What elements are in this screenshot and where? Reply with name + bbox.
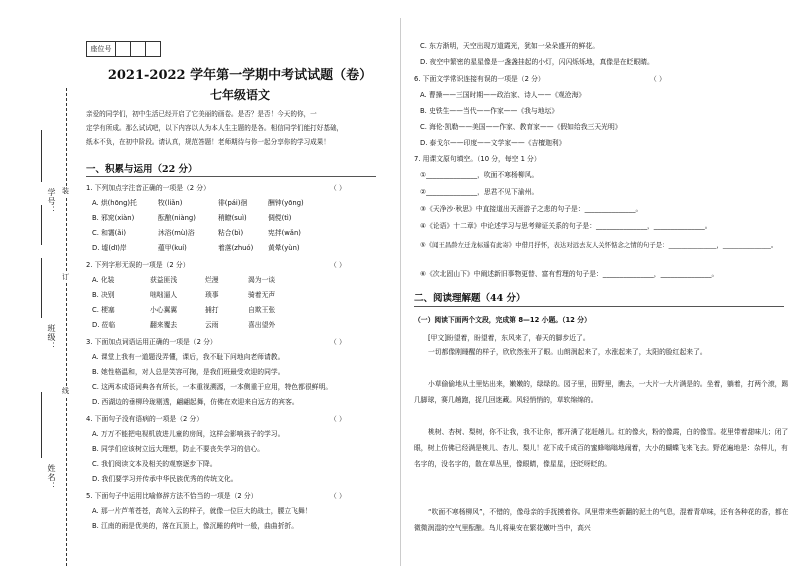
option-word: 获益匪浅: [150, 276, 178, 284]
answer-paren[interactable]: （ ）: [330, 492, 346, 500]
fill-blank-line[interactable]: ①_______________，吹面不寒杨柳风。: [420, 171, 539, 179]
option-c: C. 东方渐明，天空出现万道霞光，犹如一朵朵盛开的鲜花。: [420, 42, 599, 50]
option-a: A. 烘(hōng)托: [92, 199, 137, 207]
name-blank[interactable]: [41, 392, 42, 458]
option-word: 咄咄逼人: [150, 291, 178, 299]
option-d: D. 墟(dī)岸: [92, 244, 127, 252]
option-b: B. 邪窕(xiàn): [92, 214, 135, 222]
option-d: D. 夜空中繁密的星星像是一盏盏挂起的小灯，闪闪烁烁地，真像是在眨眼睛。: [420, 58, 654, 66]
option-word: 稍瞭(suì): [218, 214, 247, 222]
option-a: A. 化装: [92, 276, 115, 284]
question-stem: 5. 下面句子中运用比喻修辞方法不恰当的一项是（2 分）: [86, 492, 258, 500]
option-d: D. 泰戈尔——印度——文学家——《吉檀迦利》: [420, 139, 566, 147]
option-word: 自欺王张: [248, 306, 276, 314]
binding-separator-zhuang: 装: [62, 187, 69, 195]
option-word: 倜傥(tì): [268, 214, 292, 222]
reading-source: [甲文]盼望着，盼望着，东风来了，春天的脚步近了。: [428, 334, 590, 342]
option-a: A. 万万不能把电视机放进儿童的房间，这样会影响孩子的学习。: [92, 430, 285, 438]
option-word: 宪拌(wǎn): [268, 229, 301, 237]
option-word: 烂漫: [205, 276, 219, 284]
option-a: A. 曹操——三国时期——政治家、诗人——《观沧海》: [420, 91, 586, 99]
option-b: B. 同学们应该树立远大理想，防止不要丧失学习的信心。: [92, 445, 265, 453]
question-stem: 1. 下列加点字注音正确的一项是（2 分）: [86, 184, 210, 192]
option-c: C. 这两本成语词典各有所长，一本重视溯源，一本侧重于应用，特色都很鲜明。: [92, 383, 333, 391]
option-c: C. 和霭(ǎi): [92, 229, 127, 237]
option-word: 翻来覆去: [150, 321, 178, 329]
fill-blank-line[interactable]: ⑤《闻王昌龄左迁龙标遥有此寄》中借月抒怀，表达对远去友人关怀惦念之情的句子是：_______________，_______________。: [420, 241, 778, 249]
class-blank[interactable]: [41, 258, 42, 318]
answer-paren[interactable]: （ ）: [330, 261, 346, 269]
option-b: B. 决别: [92, 291, 115, 299]
answer-paren[interactable]: （ ）: [330, 338, 346, 346]
section-divider: [414, 306, 784, 307]
seat-number-label: 座位号: [87, 42, 116, 56]
question-stem: 4. 下面句子没有语病的一项是（2 分）: [86, 415, 204, 423]
option-a: A. 课堂上我有一道题没弄懂，课后，我不耻下问地向老师请教。: [92, 353, 285, 361]
question-stem: 6. 下面文学常识连接有误的一项是（2 分）: [414, 75, 545, 83]
option-word: 喜出望外: [248, 321, 276, 329]
option-word: 渴为一谈: [248, 276, 276, 284]
question-stem: 2. 下列字形无误的一项是（2 分）: [86, 261, 190, 269]
seat-number-box: [86, 41, 161, 57]
option-b: B. 史铁生——当代——作家——《我与地坛》: [420, 107, 559, 115]
student-id-blank[interactable]: [41, 130, 42, 182]
column-divider: [400, 18, 401, 566]
option-d: D. 我们要学习并传承中华民族优秀的传统文化。: [92, 475, 238, 483]
reading-paragraph: 小草偷偷地从土里钻出来，嫩嫩的，绿绿的。园子里，田野里，瞧去，一大片一大片满是的。坐着，躺着，打两个滚，踢几脚球，赛几趟跑，捉几回迷藏。风轻悄悄的，草软绵绵的。: [414, 380, 789, 404]
option-word: 着落(zhuó): [218, 244, 254, 252]
reading-paragraph: 桃树、杏树、梨树，你不让我，我不让你，都开满了花赶趟儿。红的像火，粉的像霞，白的像雪。花里带着甜味儿；闭了眼，树上仿佛已经满是桃儿、杏儿、梨儿！花下成千成百的蜜蜂嗡嗡地闹着，大小的蝴蝶飞来飞去。野花遍地是：杂样儿，有名字的，没名字的，散在草丛里，像眼睛，像星星，还眨呀眨的。: [414, 428, 789, 468]
answer-paren[interactable]: （ ）: [330, 415, 346, 423]
fill-blank-line[interactable]: ②_______________，思君不见下渝州。: [420, 188, 539, 196]
reading-heading: （一）阅读下面两个文段，完成第 8—12 小题。（12 分）: [414, 316, 591, 324]
answer-paren[interactable]: （ ）: [650, 75, 666, 83]
option-word: 酬钟(yōng): [268, 199, 304, 207]
option-c: C. 海伦·凯勒——美国——作家、教育家——《假如给我三天光明》: [420, 123, 622, 131]
option-word: 捕打: [205, 306, 219, 314]
binding-line: [66, 88, 67, 566]
option-word: 云雨: [205, 321, 219, 329]
seat-number-cell[interactable]: [116, 42, 131, 56]
option-word: 沐浴(mù)浴: [158, 229, 195, 237]
name-label: 姓名：: [47, 464, 56, 491]
intro-line: 亲爱的同学们，初中生活已经开启了它美丽的画卷。是否？是否！今天的你，一: [86, 110, 317, 118]
section-divider: [86, 176, 376, 177]
fill-blank-line[interactable]: ④《论语》十二章》中论述学习与思考辩证关系的句子是：_______________，_______________。: [420, 222, 712, 230]
option-word: 牧(liǎn): [158, 199, 183, 207]
option-b: B. 江南的雨是优美的，落在瓦顶上，像沉睡的荷叶一般，曲曲折折。: [92, 522, 299, 530]
option-word: 酝酿(niàng): [158, 214, 196, 222]
option-d: D. 莅临: [92, 321, 116, 329]
exam-subtitle: 七年级语文: [209, 88, 270, 102]
option-word: 小心翼翼: [150, 306, 178, 314]
option-word: 粘合(bì): [218, 229, 244, 237]
exam-title: 2021-2022 学年第一学期中考试试题（卷）: [107, 68, 373, 83]
option-b: B. 她性格温和，对人总是笑容可掬，是我们班最受欢迎的同学。: [92, 368, 285, 376]
option-c: C. 梗塞: [92, 306, 115, 314]
reading-paragraph: “吹面不寒杨柳风”，不错的，像母亲的手抚摸着你。风里带来些新翻的泥土的气息，混着青草味，还有各种花的香，都在微微润湿的空气里酝酿。鸟儿将巢安在繁花嫩叶当中，高兴: [414, 508, 789, 532]
student-id-blank-lower[interactable]: [41, 205, 42, 245]
section-heading: 一、积累与运用（22 分）: [86, 164, 198, 175]
binding-separator-xian: 线: [62, 387, 69, 395]
fill-blank-line[interactable]: ⑥《次北固山下》中阐述新旧事物更替、富有哲理的句子是：_______________，_______________。: [420, 270, 719, 278]
option-word: 琐事: [205, 291, 219, 299]
class-label: 班级：: [47, 324, 56, 351]
option-word: 黄晕(yùn): [268, 244, 300, 252]
section-heading: 二、阅读理解题（44 分）: [414, 293, 526, 304]
option-c: C. 我们阅读文本及相关的观察逐步下降。: [92, 460, 217, 468]
option-a: A. 那一片芦苇苍苍，高耸入云的样子，就像一位巨大的战士，腰立飞舞！: [92, 507, 312, 515]
intro-line: 纸本不负，在初中阶段。请认真，规范答题！老师期待与你一起分享你的学习成果！: [86, 138, 330, 146]
intro-line: 定学有所成。那么试试吧，以下内容以人为本人生主题的是各。相信同学们能打好基础，: [86, 124, 344, 132]
binding-separator-ding: 订: [62, 273, 69, 281]
fill-blank-line[interactable]: ③《天净沙·秋思》中直接道出天涯游子之悲的句子是：_______________。: [420, 205, 643, 213]
option-word: 徘(pái)徊: [218, 199, 248, 207]
reading-paragraph: 一切都像刚睡醒的样子，欣欣然张开了眼。山朗润起来了，水涨起来了，太阳的脸红起来了。: [428, 348, 707, 356]
option-d: D. 西湖边的垂柳玲珑剔透，翩翩起舞，仿佛在欢迎来自远方的宾客。: [92, 398, 299, 406]
option-word: 骑着无声: [248, 291, 276, 299]
seat-number-cell[interactable]: [146, 42, 160, 56]
student-id-label: 学号：: [47, 188, 56, 215]
option-word: 蕴甲(kuí): [158, 244, 187, 252]
question-stem: 7. 用课文原句填空。（10 分，每空 1 分）: [414, 155, 541, 163]
answer-paren[interactable]: （ ）: [330, 184, 346, 192]
seat-number-cell[interactable]: [131, 42, 146, 56]
question-stem: 3. 下面加点词语运用正确的一项是（2 分）: [86, 338, 217, 346]
